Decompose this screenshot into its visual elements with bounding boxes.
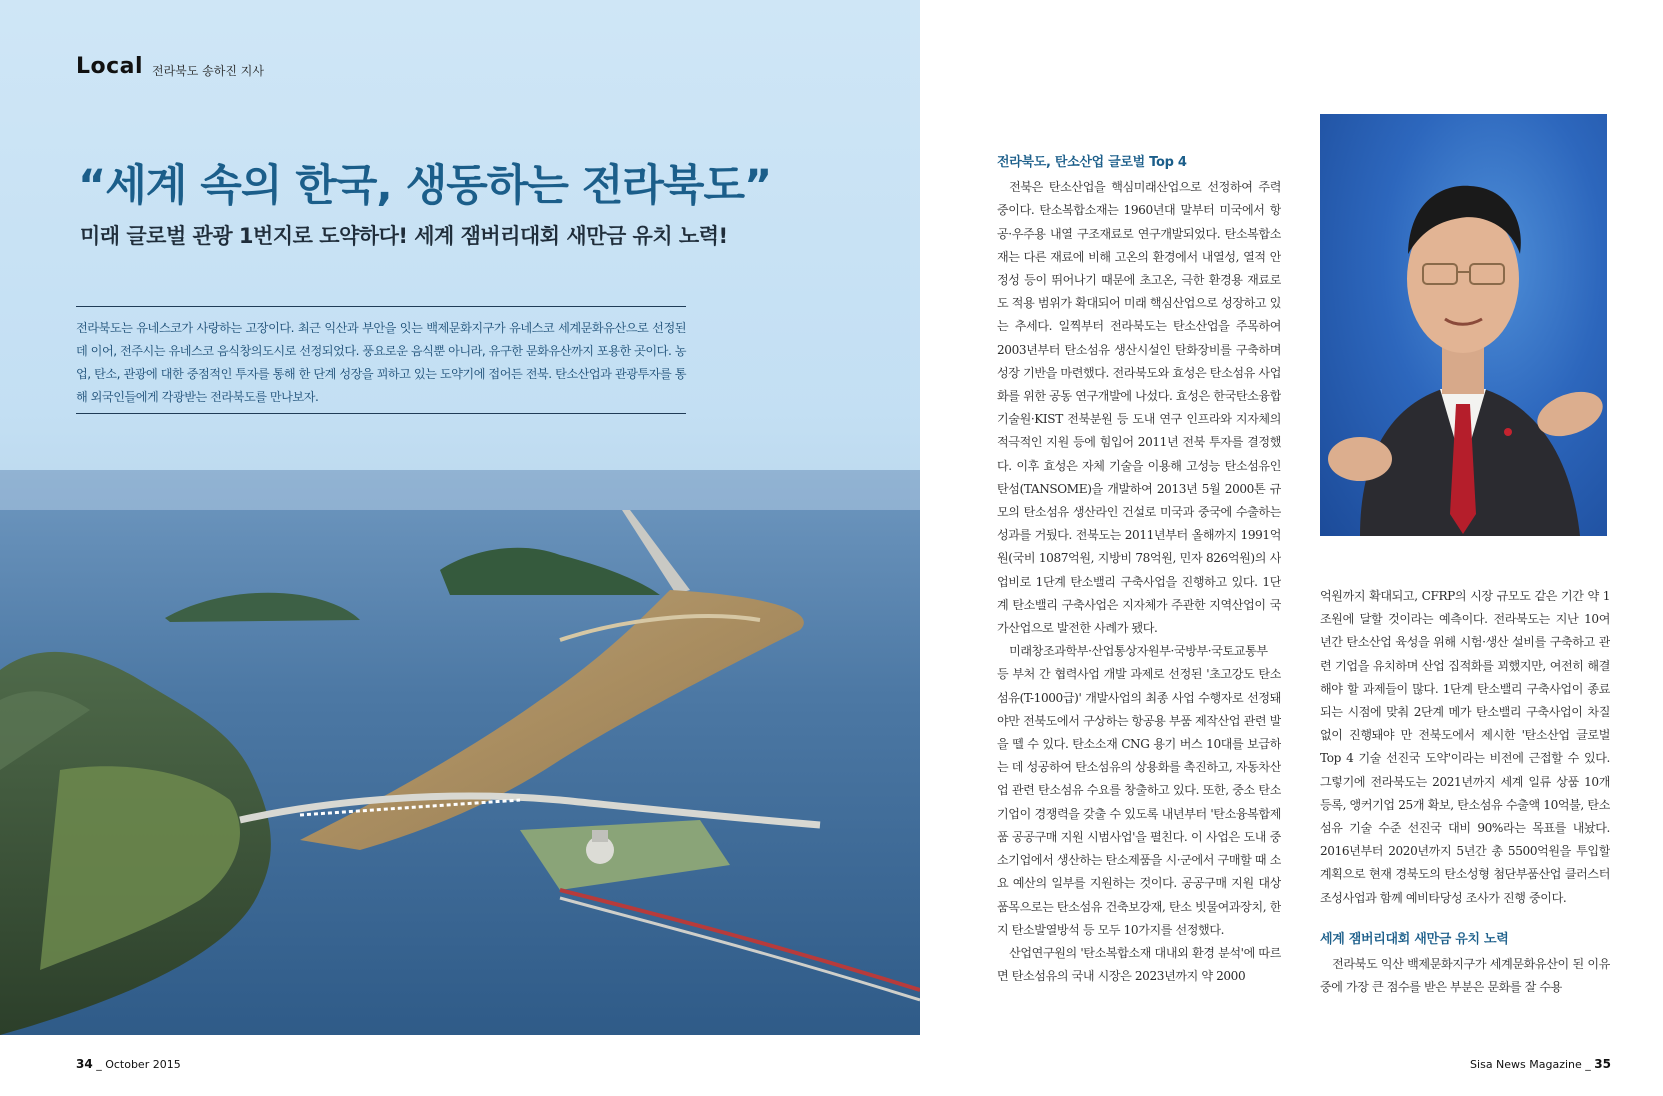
body-paragraph: 전라북도 익산 백제문화지구가 세계문화유산이 된 이유 중에 가장 큰 점수를 받은 부분은 문화를 잘 수용: [1320, 957, 1610, 995]
footer-right: [1470, 1057, 1611, 1071]
issue-date: _ October 2015: [96, 1058, 181, 1071]
section-subtitle: 전라북도 송하진 지사: [152, 64, 264, 78]
footer-left: [76, 1057, 181, 1071]
body-paragraph: 전북은 탄소산업을 핵심미래산업으로 선정하여 주력중이다. 탄소복합소재는 1960년대 말부터 미국에서 항공·우주용 내열 구조재료로 연구개발되었다. 탄소복합소재는 다른 재료에 비해 고온의 환경에서 내열성, 열적 안정성 등이 뛰어나기 때문에 초고온, 극한 환경용 재료로도 적용 범위가 확대되어 미래 핵심산업으로 성장하고 있는 추세다. 일찍부터 전라북도는 탄소산업을 주목하여 2003년부터 탄소섬유 생산시설인 탄화장비를 구축하며 성장 기반을 마련했다. 전라북도와 효성은 탄소섬유 사업화를 위한 공동 연구개발에 나섰다. 효성은 한국탄소융합기술원·KIST 전북분원 등 도내 연구 인프라와 지자체의 적극적인 지원 등에 힘입어 2011년 전북 투자를 결정했다. 이후 효성은 자체 기술을 이용해 고성능 탄소섬유인 탄섬(TANSOME)을 개발하여 2013년 5월 2000톤 규모의 탄소섬유 생산라인 건설로 미국과 중국에 수출하는 성과를 거뒀다. 전북도는 2011년부터 올해까지 1991억원(국비 1087억원, 지방비 78억원, 민자 826억원)의 사업비로 1단계 탄소밸리 구축사업을 진행하고 있다. 1단계 탄소밸리 구축사업은 지자체가 주관한 지역산업이 국가산업으로 발전한 사례가 됐다.: [997, 180, 1281, 636]
portrait-illustration: [1320, 114, 1607, 536]
magazine-name: Sisa News Magazine _: [1470, 1058, 1591, 1071]
intro-box: [76, 306, 686, 414]
body-paragraph: 미래창조과학부·산업통상자원부·국방부·국토교통부 등 부처 간 협력사업 개발 과제로 선정된 '초고강도 탄소섬유(T-1000급)' 개발사업의 최종 사업 수행자로 선정돼야만 전북도에서 구상하는 항공용 부품 제작산업 관련 발을 뗄 수 있다. 탄소소재 CNG 용기 버스 10대를 보급하는 데 성공하여 탄소섬유의 상용화를 촉진하고, 자동차산업 관련 탄소섬유 수요를 창출하고 있다. 또한, 중소 탄소기업이 경쟁력을 갖출 수 있도록 내년부터 '탄소융복합제품 공공구매 지원 시범사업'을 펼친다. 이 사업은 도내 중소기업에서 생산하는 탄소제품을 시·군에서 구매할 때 소요 예산의 일부를 지원하는 것이다. 공공구매 지원 대상 품목으로는 탄소섬유 건축보강재, 탄소 빗물여과장치, 한지 탄소발열방석 등 모두 10가지를 선정했다.: [997, 644, 1281, 937]
page-number-left: 34: [76, 1057, 93, 1071]
body-paragraph: 산업연구원의 '탄소복합소재 대내외 환경 분석'에 따르면 탄소섬유의 국내 시장은 2023년까지 약 2000: [997, 945, 1281, 984]
intro-text: 전라북도는 유네스코가 사랑하는 고장이다. 최근 익산과 부안을 잇는 백제문화지구가 유네스코 세계문화유산으로 선정된데 이어, 전주시는 유네스코 음식창의도시로 선정되었다. 풍요로운 음식뿐 아니라, 유구한 문화유산까지 포용한 곳이다. 농업, 탄소, 관광에 대한 중점적인 투자를 통해 한 단계 성장을 꾀하고 있는 도약기에 접어든 전북. 탄소산업과 관광투자를 통해 외국인들에게 각광받는 전라북도를 만나보자.: [76, 321, 686, 404]
body-paragraph: 억원까지 확대되고, CFRP의 시장 규모도 같은 기간 약 1조원에 달할 것이라는 예측이다. 전라북도는 지난 10여 년간 탄소산업 육성을 위해 시험·생산 설비를 구축하고 관련 기업을 유치하며 산업 집적화를 꾀했지만, 여전히 해결해야 할 과제들이 많다. 1단계 탄소밸리 구축사업이 종료되는 시점에 맞춰 2단계 메가 탄소밸리 구축사업이 차질 없이 진행돼야 만 전북도에서 제시한 '탄소산업 글로벌 Top 4 기술 선진국 도약'이라는 비전에 근접할 수 있다. 그렇기에 전라북도는 2021년까지 세계 일류 상품 10개 등록, 앵커기업 25개 확보, 탄소섬유 수출액 10억불, 탄소섬유 기술 수준 선진국 대비 90%라는 목표를 내놨다. 2016년부터 2020년까지 5년간 총 5500억원을 투입할 계획으로 현재 경북도의 탄소성형 첨단부품산업 클러스터 조성사업과 함께 예비타당성 조사가 진행 중이다.: [1320, 589, 1610, 905]
article-subheadline: 미래 글로벌 관광 1번지로 도약하다! 세계 잼버리대회 새만금 유치 노력!: [80, 224, 728, 248]
section-label: Local: [76, 54, 144, 79]
article-column-2: [1320, 585, 1610, 1025]
section-heading-jamboree: 세계 잼버리대회 새만금 유치 노력: [1320, 931, 1509, 947]
section-heading-carbon: 전라북도, 탄소산업 글로벌 Top 4: [997, 155, 1187, 170]
page-number-right: 35: [1594, 1057, 1611, 1071]
governor-portrait: [1320, 114, 1607, 536]
aerial-photo: [0, 470, 920, 1035]
article-headline: “세계 속의 한국, 생동하는 전라북도”: [78, 161, 772, 211]
article-column-1: [997, 151, 1281, 1011]
